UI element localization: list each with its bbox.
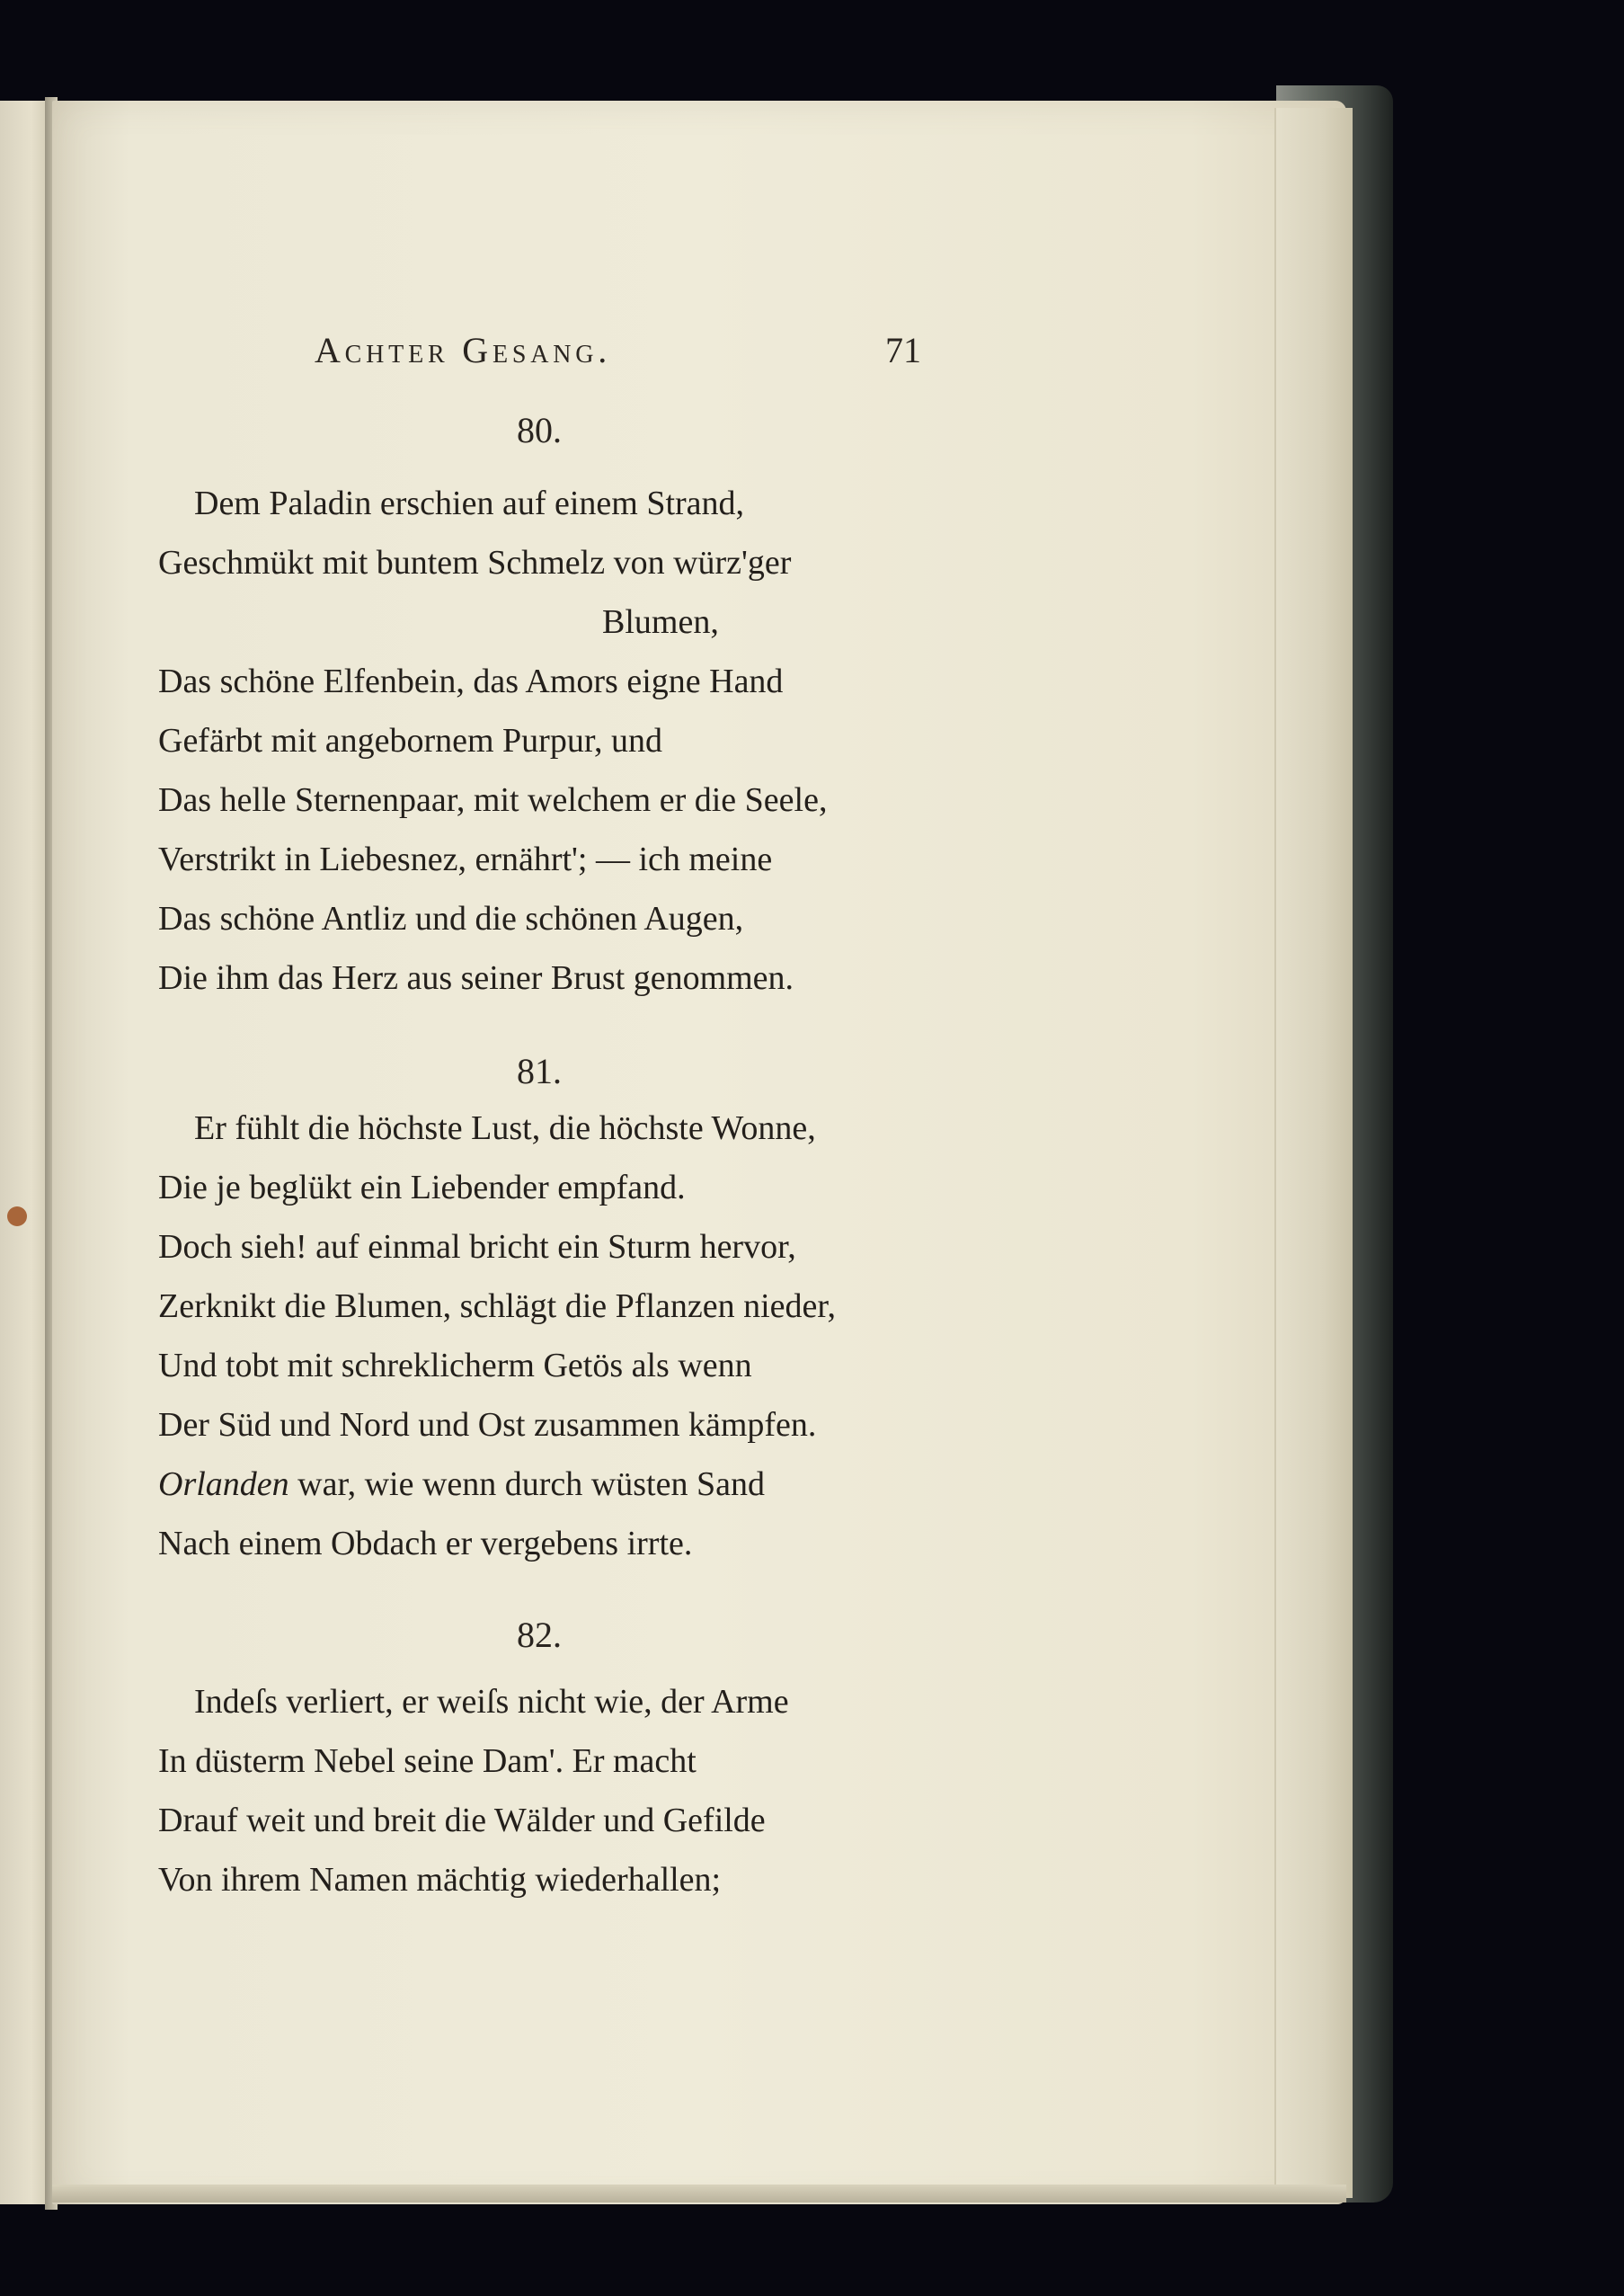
stain-mark [7,1206,27,1226]
verse-line: Gefärbt mit angebornem Purpur, und [158,722,662,760]
italic-name: Orlanden [158,1465,289,1503]
verse-line: Drauf weit und breit die Wälder und Gefilde [158,1802,766,1839]
verse-line: Doch sieh! auf einmal bricht ein Sturm hervor, [158,1228,796,1266]
verse-line: Und tobt mit schreklicherm Getös als wenn [158,1347,752,1384]
verse-line: Von ihrem Namen mächtig wiederhallen; [158,1861,722,1899]
verse-line-rest: war, wie wenn durch wüsten Sand [288,1465,765,1503]
verse-line-italic [158,1462,933,1507]
verse-line: Geschmükt mit buntem Schmelz von würz'ger [158,544,792,582]
stanza-number: 80. [517,410,562,450]
page-number: 71 [885,330,921,370]
verse-line: Die ihm das Herz aus seiner Brust genommen. [158,959,794,997]
verse-line: Der Süd und Nord und Ost zusammen kämpfen. [158,1406,817,1444]
verse-line: Das helle Sternenpaar, mit welchem er die Seele, [158,781,828,819]
verse-line: Zerknikt die Blumen, schlägt die Pflanzen nieder, [158,1287,837,1325]
verse-line: Blumen, [602,603,719,641]
stanza-number: 82. [517,1615,562,1655]
stanza-number: 81. [517,1051,562,1091]
verse-line: Er fühlt die höchste Lust, die höchste Wonne, [194,1109,816,1147]
verse-line: Verstrikt in Liebesnez, ernährt'; — ich meine [158,841,773,878]
verse-line: Die je beglükt ein Liebender empfand. [158,1169,686,1206]
running-header [315,324,944,378]
verse-line: Dem Paladin erschien auf einem Strand, [194,485,745,522]
verse-line: Das schöne Antliz und die schönen Augen, [158,900,744,938]
chapter-title: Achter Gesang. [315,330,612,370]
verse-line: Nach einem Obdach er vergebens irrte. [158,1525,693,1562]
verse-line: Das schöne Elfenbein, das Amors eigne Hand [158,663,784,700]
verse-line: In düsterm Nebel seine Dam'. Er macht [158,1742,697,1780]
page-bottom-edge [52,2185,1346,2203]
verse-line: Indeſs verliert, er weiſs nicht wie, der Arme [194,1683,789,1721]
page-fore-edge [1274,108,1353,2198]
